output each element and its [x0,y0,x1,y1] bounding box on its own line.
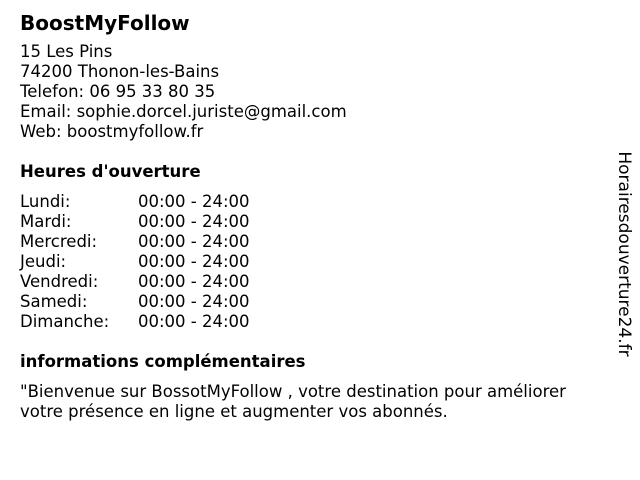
day-hours: 00:00 - 24:00 [138,272,250,291]
day-label: Lundi: [20,192,71,211]
day-label: Vendredi: [20,272,99,291]
day-label: Samedi: [20,292,88,311]
day-label: Jeudi: [20,252,67,271]
day-label: Dimanche: [20,312,110,331]
hours-row-wednesday [20,232,250,252]
day-hours: 00:00 - 24:00 [138,192,250,211]
web-line: Web: boostmyfollow.fr [20,122,204,141]
business-card [20,10,610,422]
hours-row-monday [20,192,250,212]
hours-row-tuesday [20,212,250,232]
hours-row-friday [20,272,250,292]
day-hours: 00:00 - 24:00 [138,232,250,251]
opening-hours-heading: Heures d'ouverture [20,162,201,181]
day-hours: 00:00 - 24:00 [138,252,250,271]
additional-info-text: "Bienvenue sur BossotMyFollow , votre destination pour améliorer votre présence en ligne et augmenter vos abonnés. [20,382,566,421]
additional-info-heading: informations complémentaires [20,352,306,371]
day-hours: 00:00 - 24:00 [138,212,250,231]
day-hours: 00:00 - 24:00 [138,312,250,331]
email-line: Email: sophie.dorcel.juriste@gmail.com [20,102,347,121]
side-brand-watermark: Horairesdouverture24.fr [614,151,634,357]
business-name: BoostMyFollow [20,11,190,35]
address-line-2: 74200 Thonon-les-Bains [20,62,220,81]
hours-row-saturday [20,292,250,312]
hours-row-sunday [20,312,250,332]
address-line-1: 15 Les Pins [20,42,113,61]
day-label: Mardi: [20,212,72,231]
day-label: Mercredi: [20,232,98,251]
day-hours: 00:00 - 24:00 [138,292,250,311]
phone-line: Telefon: 06 95 33 80 35 [20,82,216,101]
hours-row-thursday [20,252,250,272]
opening-hours-table [20,192,250,332]
